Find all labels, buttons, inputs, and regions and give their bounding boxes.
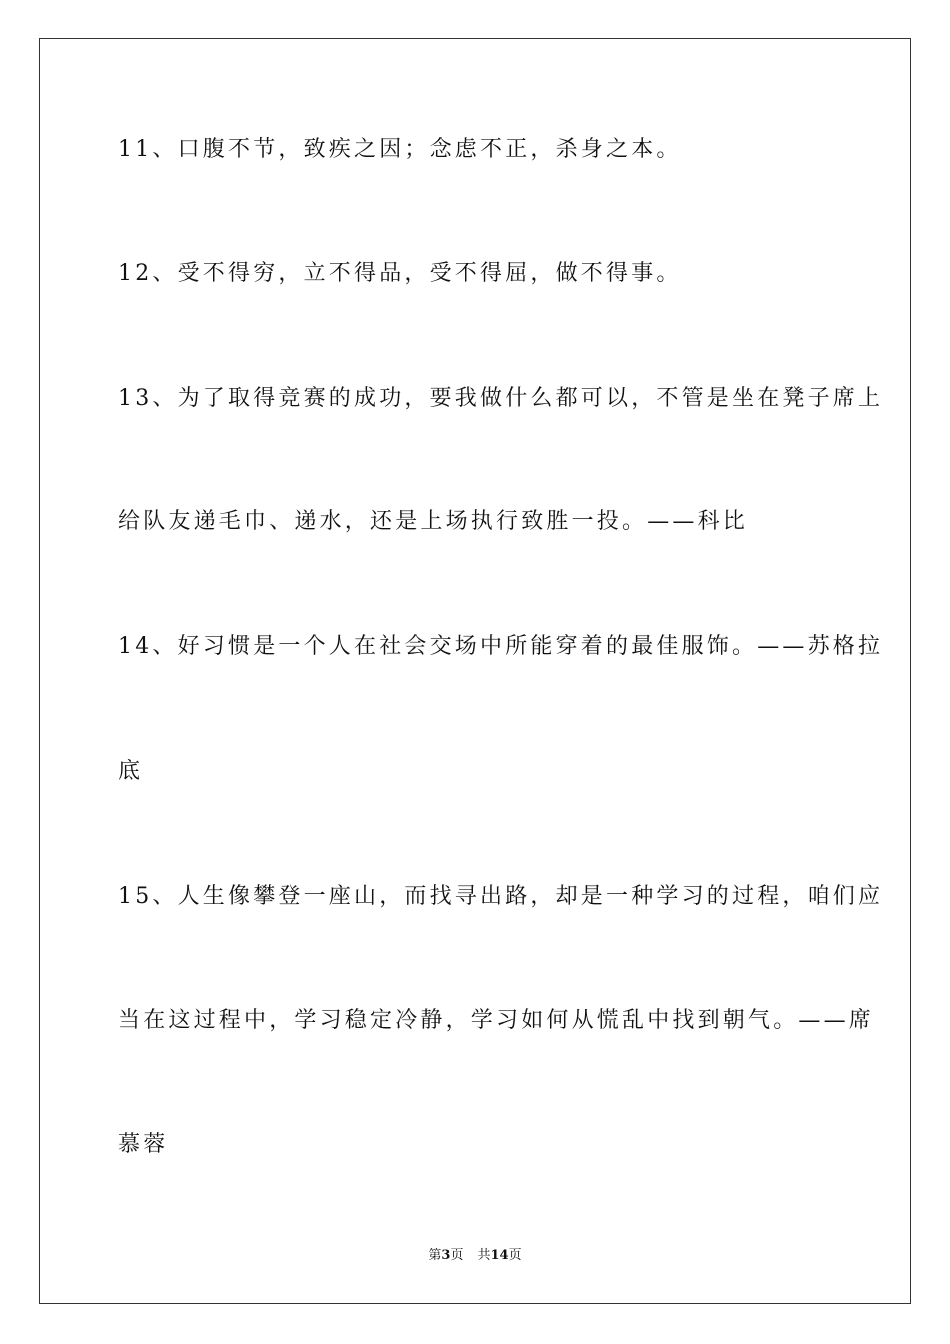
page-prefix: 第 [428,1248,442,1263]
text-line-15-part1: 15、人生像攀登一座山，而找寻出路，却是一种学习的过程，咱们应 [118,884,884,909]
page-suffix: 页 [450,1248,464,1263]
text-line-11: 11、口腹不节，致疾之因；念虑不正，杀身之本。 [118,137,682,162]
text-line-13-part1: 13、为了取得竞赛的成功，要我做什么都可以，不管是坐在凳子席上 [118,386,884,411]
text-line-14-part2: 底 [118,759,144,784]
total-suffix: 页 [508,1248,522,1263]
text-line-13-part2: 给队友递毛巾、递水，还是上场执行致胜一投。——科比 [118,509,749,534]
page-total: 14 [490,1248,509,1263]
page-current: 3 [441,1248,451,1263]
total-prefix: 共 [477,1248,491,1263]
text-line-15-part2: 当在这过程中，学习稳定冷静，学习如何从慌乱中找到朝气。——席 [118,1008,875,1033]
text-line-14-part1: 14、好习惯是一个人在社会交场中所能穿着的最佳服饰。——苏格拉 [118,634,884,659]
text-line-15-part3: 慕蓉 [118,1132,169,1157]
page-border [39,38,911,1304]
text-line-12: 12、受不得穷，立不得品，受不得屈，做不得事。 [118,261,682,286]
page-footer [0,1247,950,1265]
